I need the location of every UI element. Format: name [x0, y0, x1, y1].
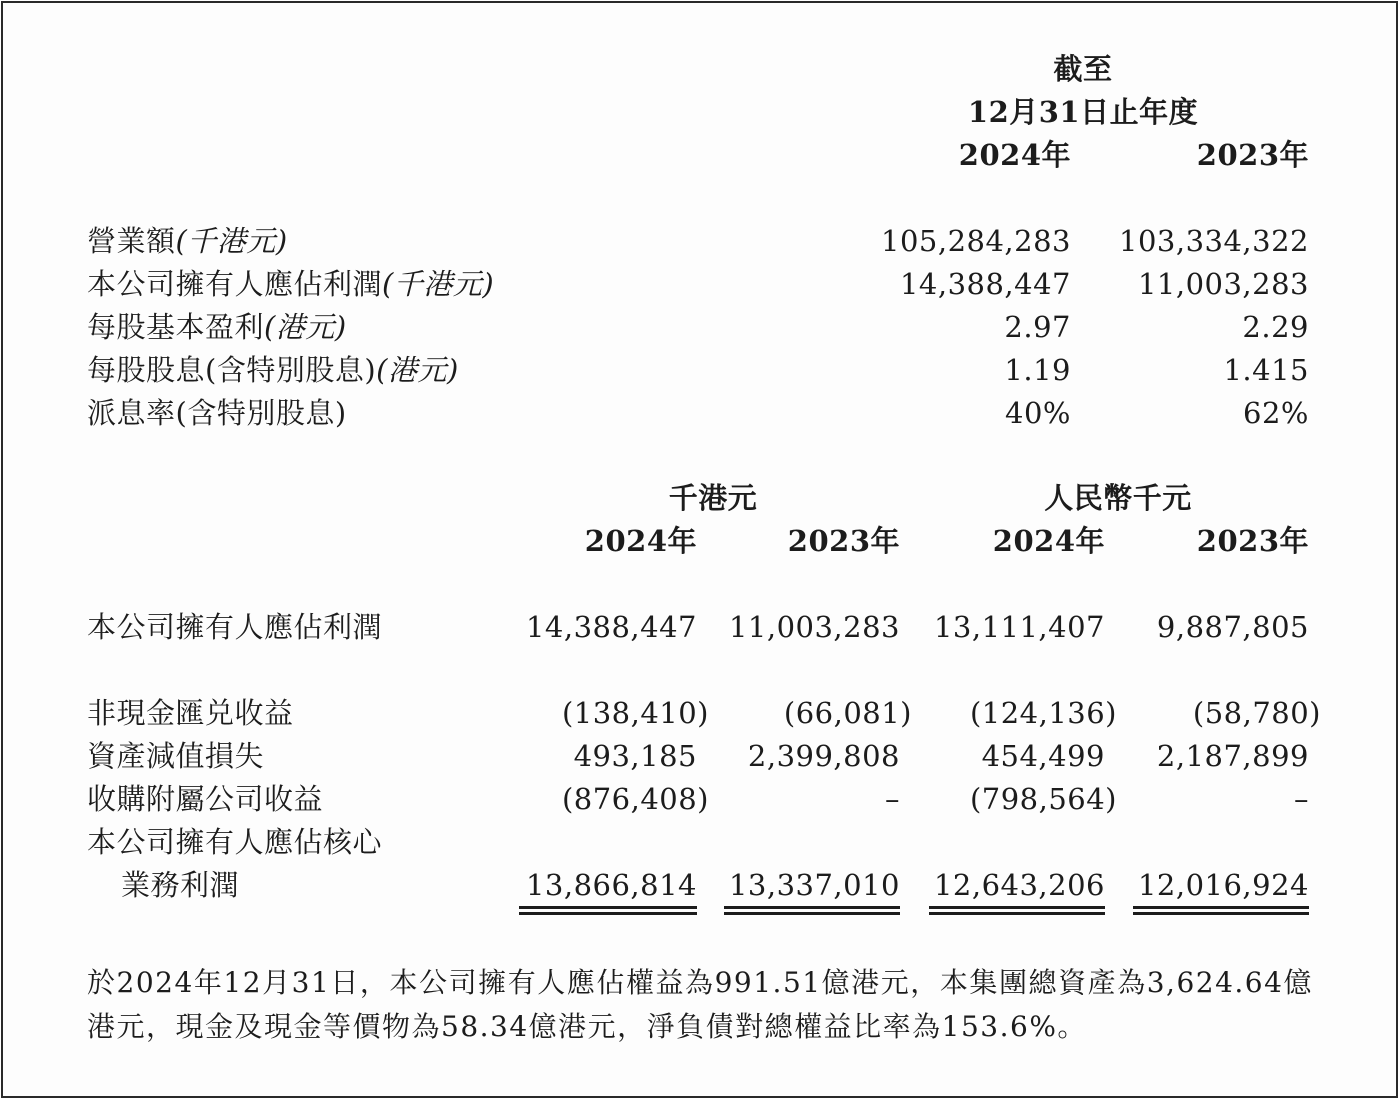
group-header-rmb: 人民幣千元: [1044, 481, 1192, 515]
header-as-at: 截至: [1053, 52, 1113, 86]
row-label: 非現金匯兑收益: [87, 696, 294, 730]
value-hkd-2023: 2,399,808: [747, 739, 900, 773]
double-underline: [1133, 906, 1309, 915]
row-label: 資產減值損失: [87, 739, 265, 773]
value-2023: 103,334,322: [1119, 224, 1309, 258]
row-label: 本公司擁有人應佔利潤(千港元): [87, 267, 495, 301]
total-hkd-2023: 13,337,010: [728, 868, 900, 902]
value-rmb-2024: 13,111,407: [933, 610, 1105, 644]
row-label: 每股基本盈利(港元): [87, 310, 347, 344]
row-label: 收購附屬公司收益: [87, 782, 324, 816]
total-label-line1: 本公司擁有人應佔核心: [87, 825, 383, 859]
value-2023: 2.29: [1242, 310, 1309, 344]
col-header-2023: 2023年: [1196, 138, 1309, 172]
total-label-line2: 業務利潤: [121, 868, 240, 902]
double-underline: [519, 906, 697, 915]
value-2023: 11,003,283: [1137, 267, 1309, 301]
value-hkd-2024: 493,185: [573, 739, 697, 773]
value-hkd-2024: (138,410): [561, 696, 709, 730]
value-2023: 1.415: [1223, 353, 1309, 387]
row-label: 派息率(含特別股息): [87, 396, 347, 430]
value-rmb-2023: –: [1294, 782, 1309, 816]
col-header-hkd-2023: 2023年: [787, 524, 900, 558]
row-label: 本公司擁有人應佔利潤: [87, 610, 383, 644]
group-header-hkd: 千港元: [668, 481, 758, 515]
value-rmb-2023: 2,187,899: [1156, 739, 1309, 773]
row-label: 每股股息(含特別股息)(港元): [87, 353, 459, 387]
value-hkd-2023: 11,003,283: [728, 610, 900, 644]
total-hkd-2024: 13,866,814: [525, 868, 697, 902]
summary-paragraph: 於2024年12月31日，本公司擁有人應佔權益為991.51億港元，本集團總資產為3,624.64億港元，現金及現金等價物為58.34億港元，淨負債對總權益比率為153.6%。: [87, 966, 1313, 1043]
double-underline: [929, 906, 1105, 915]
double-underline: [724, 906, 900, 915]
value-2024: 40%: [1005, 396, 1071, 430]
value-hkd-2023: (66,081): [783, 696, 912, 730]
col-header-rmb-2023: 2023年: [1196, 524, 1309, 558]
value-hkd-2024: 14,388,447: [525, 610, 697, 644]
value-2024: 105,284,283: [881, 224, 1071, 258]
value-rmb-2023: 9,887,805: [1156, 610, 1309, 644]
row-label: 營業額(千港元): [87, 224, 288, 258]
value-rmb-2024: (124,136): [969, 696, 1117, 730]
value-rmb-2023: (58,780): [1192, 696, 1321, 730]
value-2024: 14,388,447: [899, 267, 1071, 301]
header-period: 12月31日止年度: [967, 95, 1199, 129]
total-rmb-2024: 12,643,206: [933, 868, 1105, 902]
document-page: [1, 1, 1398, 1098]
col-header-rmb-2024: 2024年: [992, 524, 1105, 558]
total-rmb-2023: 12,016,924: [1137, 868, 1309, 902]
value-hkd-2024: (876,408): [561, 782, 709, 816]
value-2024: 2.97: [1004, 310, 1071, 344]
value-2024: 1.19: [1004, 353, 1071, 387]
value-hkd-2023: –: [885, 782, 900, 816]
value-rmb-2024: 454,499: [981, 739, 1105, 773]
value-rmb-2024: (798,564): [969, 782, 1117, 816]
value-2023: 62%: [1243, 396, 1309, 430]
col-header-2024: 2024年: [958, 138, 1071, 172]
col-header-hkd-2024: 2024年: [584, 524, 697, 558]
